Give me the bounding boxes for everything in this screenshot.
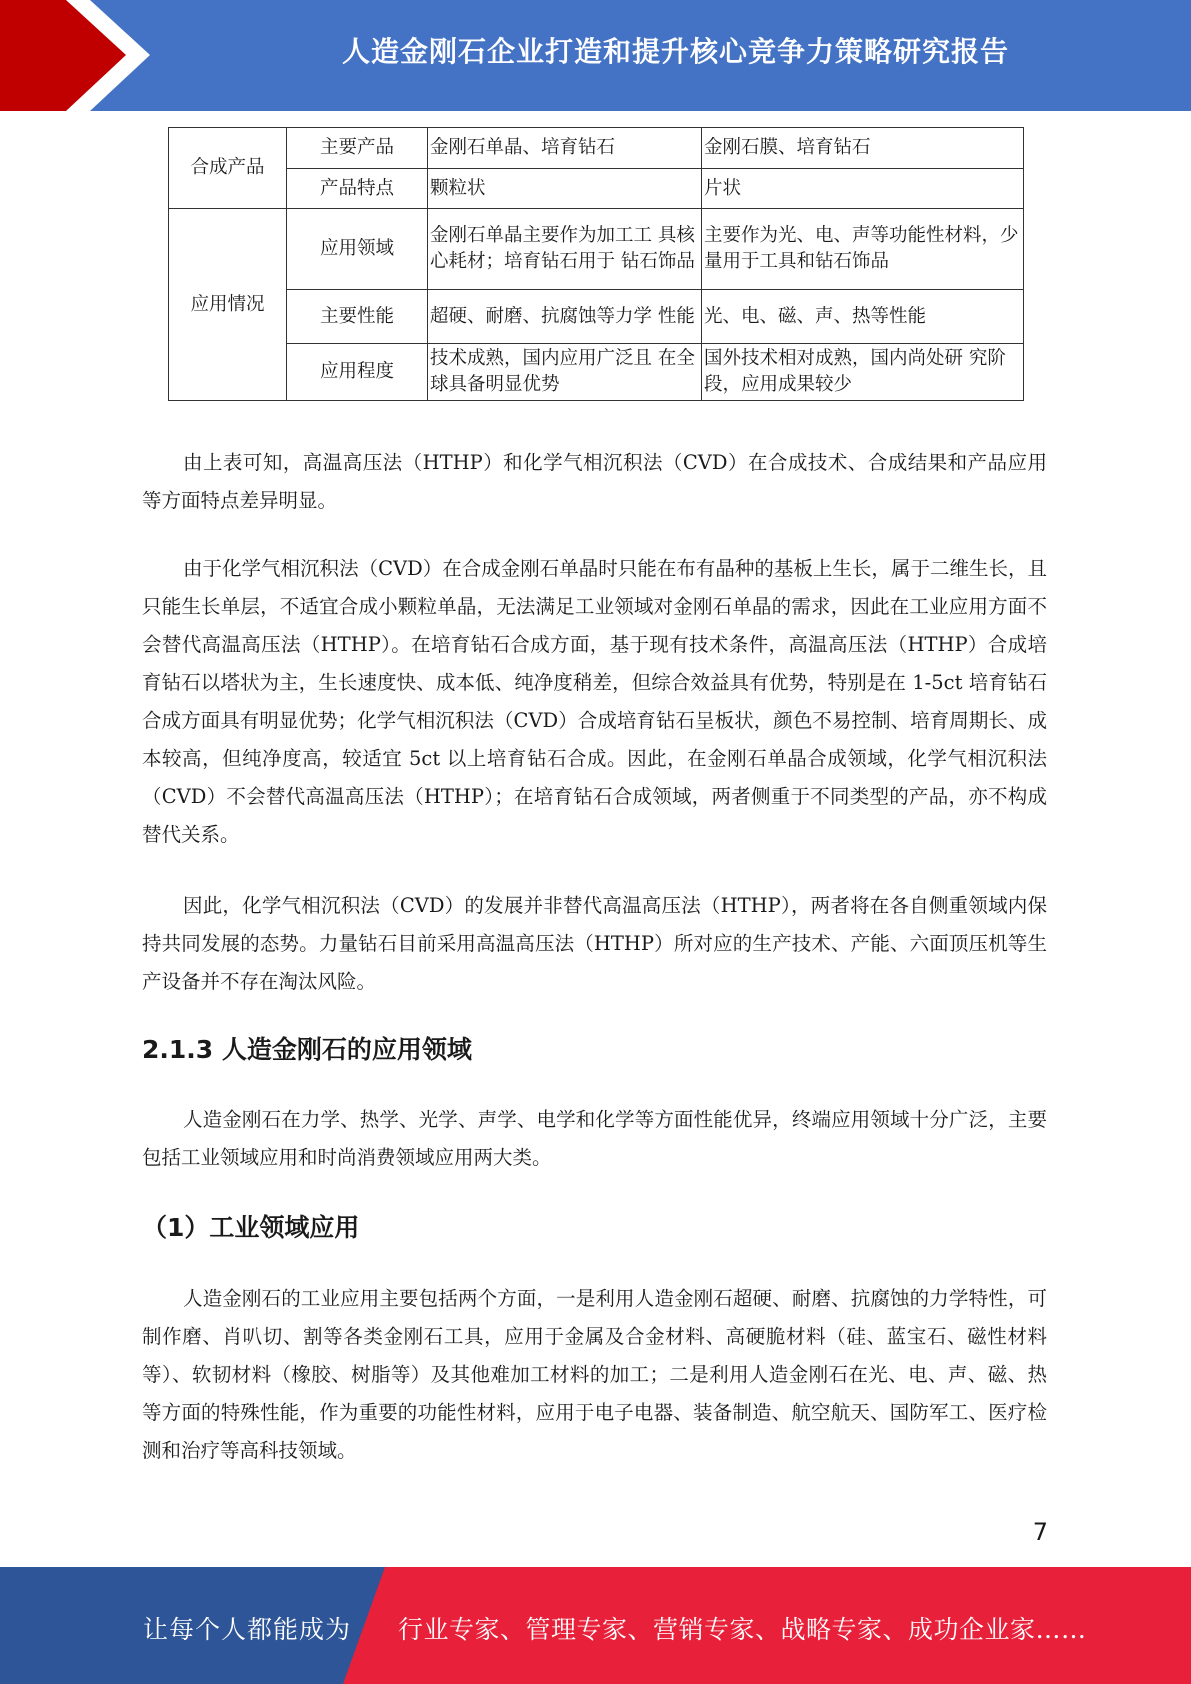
table-cell: 光、电、磁、声、热等性能 (702, 290, 1024, 344)
table-row (169, 209, 1024, 290)
chevron-arrow-icon (0, 0, 160, 111)
document-title: 人造金刚石企业打造和提升核心竞争力策略研究报告 (341, 35, 1009, 68)
paragraph: 人造金刚石的工业应用主要包括两个方面，一是利用人造金刚石超硬、耐磨、抗腐蚀的力学特性，可制作磨、肖叭切、割等各类金刚石工具，应用于金属及合金材料、高硬脆材料（硅、蓝宝石、磁性材料等）、软韧材料（橡胶、树脂等）及其他难加工材料的加工；二是利用人造金刚石在光、电、声、磁、热等方面的特殊性能，作为重要的功能性材料，应用于电子电器、装备制造、航空航天、国防军工、医疗检测和治疗等高科技领域。 (142, 1287, 1047, 1462)
row-label: 应用程度 (287, 344, 428, 401)
row-group-label: 应用情况 (169, 209, 287, 401)
paragraph: 因此，化学气相沉积法（CVD）的发展并非替代高温高压法（HTHP），两者将在各自侧重领域内保持共同发展的态势。力量钻石目前采用高温高压法（HTHP）所对应的生产技术、产能、六面顶压机等生产设备并不存在淘汰风险。 (142, 894, 1047, 993)
subsection-heading: （1）工业领域应用 (142, 1213, 360, 1242)
table-cell: 金刚石膜、培育钻石 (702, 128, 1024, 169)
section-heading: 2.1.3 人造金刚石的应用领域 (142, 1035, 472, 1064)
table-row (169, 344, 1024, 401)
table-cell: 金刚石单晶主要作为加工工 具核心耗材；培育钻石用于 钻石饰品 (428, 209, 702, 290)
table-cell: 颗粒状 (428, 169, 702, 209)
table-cell: 技术成熟，国内应用广泛且 在全球具备明显优势 (428, 344, 702, 401)
comparison-table (168, 127, 1024, 401)
page-number: 7 (1032, 1518, 1048, 1546)
row-label: 主要性能 (287, 290, 428, 344)
table-cell: 国外技术相对成熟，国内尚处研 究阶段，应用成果较少 (702, 344, 1024, 401)
header-banner (0, 0, 1191, 111)
table-cell: 片状 (702, 169, 1024, 209)
footer-slogan-right: 行业专家、管理专家、营销专家、战略专家、成功企业家…… (398, 1615, 1087, 1644)
paragraph: 由上表可知，高温高压法（HTHP）和化学气相沉积法（CVD）在合成技术、合成结果和产品应用等方面特点差异明显。 (142, 451, 1047, 512)
table-row (169, 128, 1024, 169)
table-row (169, 169, 1024, 209)
row-label: 主要产品 (287, 128, 428, 169)
table-row (169, 290, 1024, 344)
paragraph: 人造金刚石在力学、热学、光学、声学、电学和化学等方面性能优异，终端应用领域十分广泛，主要包括工业领域应用和时尚消费领域应用两大类。 (142, 1108, 1047, 1169)
row-label: 产品特点 (287, 169, 428, 209)
footer-slogan-left: 让每个人都能成为 (143, 1615, 352, 1644)
table-cell: 主要作为光、电、声等功能性材料，少量用于工具和钻石饰品 (702, 209, 1024, 290)
row-group-label: 合成产品 (169, 128, 287, 209)
table-cell: 金刚石单晶、培育钻石 (428, 128, 702, 169)
table-cell: 超硬、耐磨、抗腐蚀等力学 性能 (428, 290, 702, 344)
row-label: 应用领域 (287, 209, 428, 290)
paragraph: 由于化学气相沉积法（CVD）在合成金刚石单晶时只能在布有晶种的基板上生长，属于二维生长，且只能生长单层，不适宜合成小颗粒单晶，无法满足工业领域对金刚石单晶的需求，因此在工业应用方面不会替代高温高压法（HTHP）。在培育钻石合成方面，基于现有技术条件，高温高压法（HTHP）合成培育钻石以塔状为主，生长速度快、成本低、纯净度稍差，但综合效益具有优势，特别是在 1-5ct 培育钻石合成方面具有明显优势；化学气相沉积法（CVD）合成培育钻石呈板状，颜色不易控制、培育周期长、成本较高，但纯净度高，较适宜 5ct 以上培育钻石合成。因此，在金刚石单晶合成领域，化学气相沉积法（CVD）不会替代高温高压法（HTHP）；在培育钻石合成领域，两者侧重于不同类型的产品，亦不构成替代关系。 (142, 557, 1047, 846)
